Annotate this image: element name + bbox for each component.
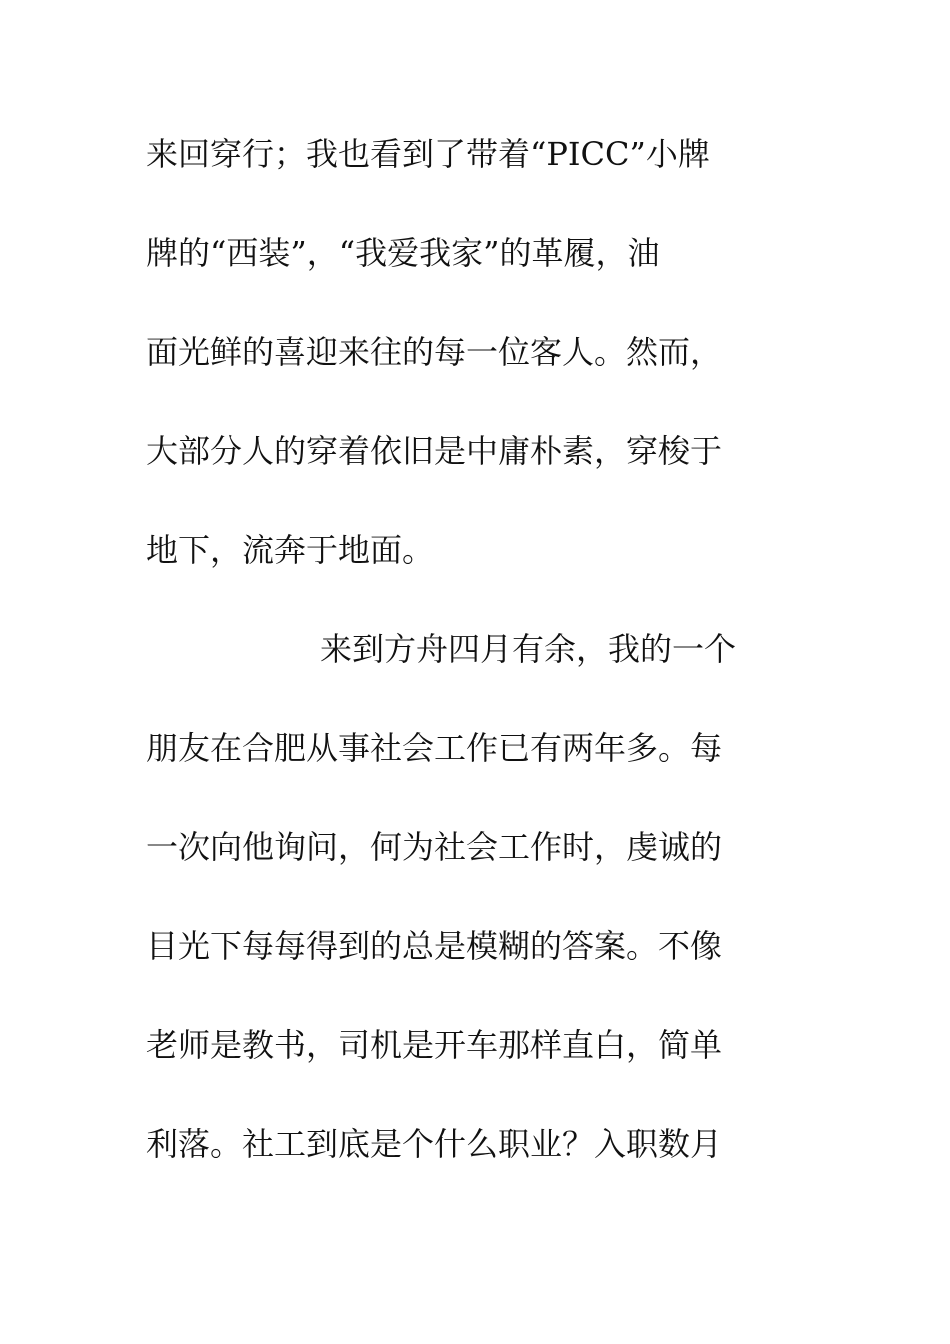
text-line: 利落。社工到底是个什么职业？入职数月 [146,1125,723,1163]
text-line: 牌的“西装”，“我爱我家”的革履，油 [146,234,660,272]
text-line: 目光下每每得到的总是模糊的答案。不像 [146,927,723,965]
paragraph-start-line: 来到方舟四月有余，我的一个 [320,630,737,668]
text-line: 朋友在合肥从事社会工作已有两年多。每 [146,729,723,767]
text-line: 地下，流奔于地面。 [146,531,435,569]
text-line: 来回穿行；我也看到了带着“PICC”小牌 [146,135,710,173]
text-line: 一次向他询问，何为社会工作时，虔诚的 [146,828,723,866]
text-line: 面光鲜的喜迎来往的每一位客人。然而， [146,333,723,371]
text-line: 大部分人的穿着依旧是中庸朴素，穿梭于 [146,432,723,470]
text-line: 老师是教书，司机是开车那样直白，简单 [146,1026,723,1064]
body-text [146,130,786,1219]
